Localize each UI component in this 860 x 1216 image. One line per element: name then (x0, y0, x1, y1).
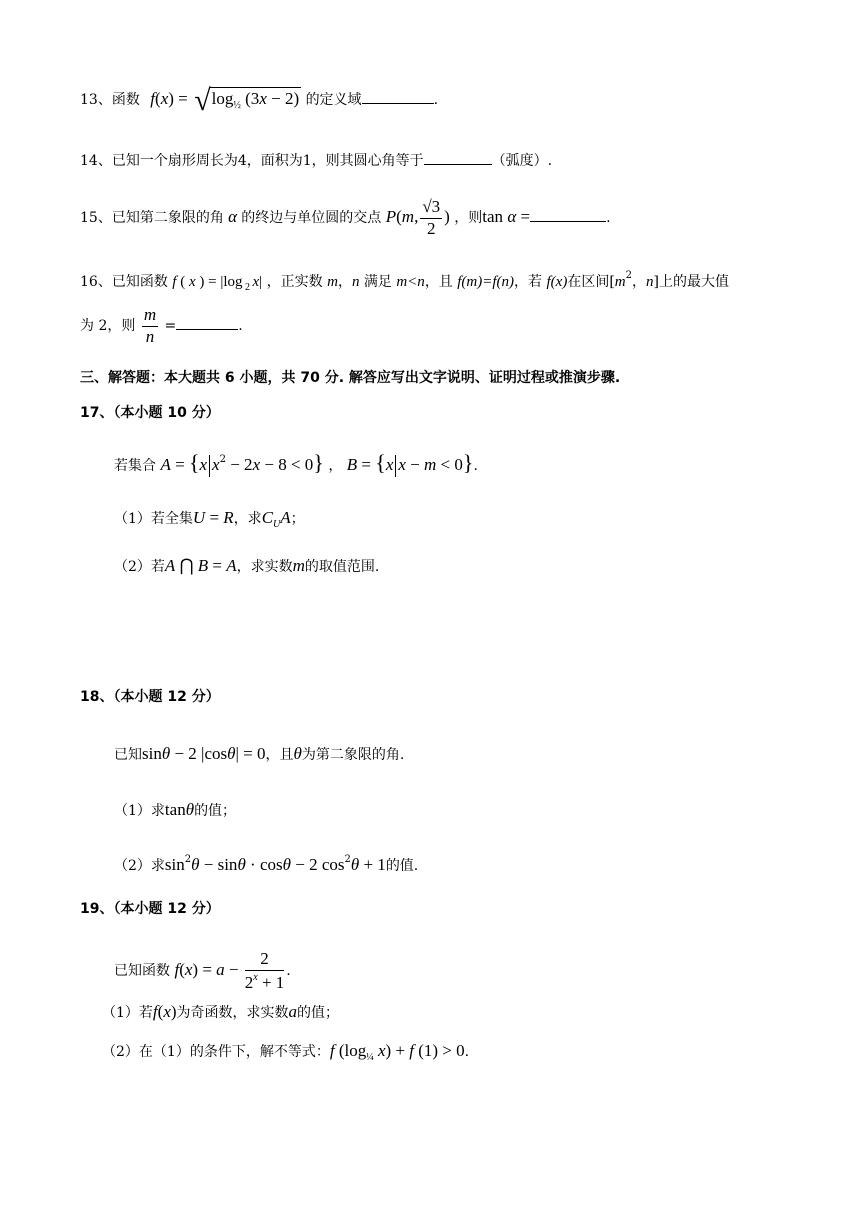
formula: U (273, 519, 281, 530)
formula: n (646, 274, 654, 290)
formula: f (150, 89, 156, 108)
question-17-heading: 17、（本小题 10 分） (80, 405, 220, 421)
formula: } (462, 450, 474, 475)
formula: m (401, 207, 415, 227)
formula: P (385, 207, 397, 227)
punctuation: ； (290, 511, 305, 527)
formula: m (424, 455, 437, 474)
fraction: $\frac{√3}{2}$ (422, 197, 441, 238)
question-text: ，正实数 (266, 274, 323, 290)
question-17-part-1 (114, 509, 305, 530)
question-16-line-2 (80, 306, 243, 346)
formula: θ (161, 744, 171, 763)
formula: B (346, 455, 358, 474)
punctuation: ， (337, 274, 352, 290)
question-13 (80, 86, 438, 116)
question-19-part-1 (102, 1003, 339, 1020)
formula: sin (142, 744, 162, 763)
question-number: 15、 (80, 210, 112, 227)
formula: , (414, 207, 419, 227)
formula: { (375, 450, 386, 475)
question-text: 已知 (114, 747, 142, 763)
formula: f (409, 1041, 414, 1060)
formula: f (329, 1041, 335, 1060)
formula: θ (227, 744, 236, 763)
fraction: $\frac{2}{2^x + 1}$ (244, 949, 285, 992)
formula: (log (334, 1041, 367, 1060)
formula: A (160, 455, 171, 474)
formula: − 8 < 0 (260, 455, 314, 474)
question-text: 为 2，则 (80, 318, 136, 335)
formula: A (164, 556, 176, 575)
set-bar (395, 455, 396, 477)
formula: x (212, 455, 220, 474)
question-text: 为奇函数，求实数 (176, 1005, 289, 1021)
sqrt-radicand: $\log_{\frac{1}{2}} (3x - 2)$ (211, 89, 300, 111)
question-text: ，求 (233, 511, 262, 527)
formula: x (160, 89, 169, 108)
answer-blank (424, 163, 492, 165)
question-19-part-2 (102, 1042, 469, 1063)
formula: { (188, 450, 200, 475)
formula: x (385, 455, 394, 474)
question-text: 的定义域 (305, 92, 362, 108)
formula: − (224, 960, 243, 980)
formula: m (327, 274, 338, 290)
punctuation: . (473, 458, 478, 474)
question-17-intro (114, 452, 478, 477)
formula: U (192, 508, 206, 527)
question-text: 的值； (194, 803, 237, 819)
formula: A (280, 508, 291, 527)
formula: C (261, 508, 274, 527)
formula: = (208, 556, 227, 575)
formula: θ (191, 855, 200, 874)
formula: = (170, 455, 189, 474)
question-text: 为第二象限的角. (301, 747, 405, 763)
question-14 (80, 154, 552, 168)
formula: ) = |log (199, 274, 243, 290)
question-18-heading: 18、（本小题 12 分） (80, 689, 220, 705)
question-number: 13、 (80, 92, 112, 108)
formula: m<n (396, 274, 425, 290)
formula: n (351, 274, 360, 290)
formula: ) (170, 1002, 177, 1021)
question-text: （2）若 (114, 559, 165, 575)
punctuation: . (238, 318, 243, 335)
formula: A (226, 556, 237, 575)
formula: B (197, 556, 209, 575)
formula: = (357, 455, 376, 474)
formula: ¼ (366, 1052, 374, 1063)
question-18-part-2 (114, 855, 418, 873)
formula: θ (293, 744, 302, 763)
formula: − sin (199, 855, 238, 874)
question-19-heading: 19、（本小题 12 分） (80, 901, 220, 917)
question-text: 已知一个扇形周长为4，面积为1，则其圆心角等于 (111, 153, 424, 169)
formula: ( (157, 1002, 164, 1021)
question-text: 已知第二象限的角 (111, 210, 224, 227)
question-text: 的值. (385, 858, 419, 874)
punctuation: . (606, 210, 611, 227)
formula: x (373, 1041, 386, 1060)
question-text: ，则 (454, 210, 483, 227)
formula: sin (164, 855, 185, 874)
punctuation: . (464, 1044, 470, 1060)
question-text: ，且 (424, 274, 453, 290)
punctuation: ， (328, 458, 343, 474)
sqrt-formula: √ (194, 84, 211, 117)
formula: | = 0 (235, 744, 266, 763)
formula: m (614, 274, 626, 290)
question-18-part-1 (114, 801, 236, 818)
formula: f (172, 274, 177, 290)
formula: 2 (219, 454, 226, 465)
formula: − 2 (225, 455, 253, 474)
question-text: ，求实数 (236, 559, 293, 575)
question-17-part-2 (114, 557, 379, 574)
question-text: ，若 (514, 274, 543, 290)
formula: θ (185, 800, 195, 819)
question-text: ]上的最大值 (653, 274, 729, 290)
formula: ) + (385, 1041, 410, 1060)
question-16 (80, 271, 729, 293)
formula: ) = (168, 89, 188, 108)
formula: (1) > 0 (413, 1041, 465, 1060)
formula: 2 (625, 270, 633, 281)
question-text: （2）求 (114, 858, 165, 874)
formula: − 2 cos (290, 855, 345, 874)
formula: θ (237, 855, 246, 874)
question-18-intro (114, 745, 404, 762)
question-text: 函数 (111, 92, 140, 108)
question-text: （1）求 (114, 803, 165, 819)
formula: ) (444, 207, 450, 227)
question-15 (80, 198, 611, 238)
formula: = (205, 508, 224, 527)
formula: x (185, 274, 200, 290)
formula: tan (482, 207, 504, 227)
formula: f(x) (546, 274, 568, 290)
formula: = (520, 207, 531, 227)
question-text: 在区间[ (567, 274, 615, 290)
formula: ) = (192, 960, 217, 980)
formula: x (199, 455, 208, 474)
answer-blank (362, 102, 434, 104)
set-bar (209, 455, 210, 477)
formula: x (184, 960, 193, 980)
formula: θ (350, 855, 360, 874)
formula: 2 (242, 282, 253, 293)
formula: x (252, 455, 261, 474)
section-heading: 三、解答题：本大题共 6 小题，共 70 分. 解答应写出文字说明、证明过程或推演步骤. (80, 370, 621, 386)
question-text: ，且 (265, 747, 294, 763)
question-number: 14、 (80, 153, 112, 169)
formula: f (174, 960, 180, 980)
formula: · cos (245, 855, 283, 874)
formula: − (405, 455, 424, 474)
punctuation: ， (632, 274, 647, 290)
question-text: （弧度）. (491, 153, 553, 169)
formula: ( (155, 89, 161, 108)
formula: x (398, 455, 406, 474)
formula: x (252, 274, 260, 290)
formula: tan (164, 800, 186, 819)
question-text: 的取值范围. (304, 559, 380, 575)
formula: f (152, 1002, 158, 1021)
question-text: 若集合 (114, 458, 156, 474)
question-text: （1）若 (102, 1005, 153, 1021)
question-text: 已知函数 (111, 274, 168, 290)
question-text: （2）在（1）的条件下，解不等式： (102, 1044, 330, 1060)
formula: ( (396, 207, 402, 227)
formula: 2 (184, 854, 192, 865)
formula: f(m)=f(n) (457, 274, 515, 290)
answer-blank (176, 328, 238, 330)
formula: ( (179, 960, 185, 980)
formula: α (223, 207, 242, 227)
formula: m (292, 556, 305, 575)
punctuation: . (433, 92, 439, 108)
formula: 2 (344, 854, 351, 865)
formula: a (216, 960, 225, 980)
question-number: 16、 (80, 274, 112, 290)
formula: − 2 |cos (170, 744, 228, 763)
formula: R (223, 508, 234, 527)
formula: x (163, 1002, 171, 1021)
fraction: $\frac{m}{n}$ (143, 305, 157, 346)
question-text: 的值； (297, 1005, 340, 1021)
formula: = (164, 318, 177, 335)
formula: ( (176, 274, 186, 290)
formula: θ (282, 855, 291, 874)
formula: α (503, 207, 521, 227)
question-text: 满足 (363, 274, 392, 290)
formula: ⋂ (175, 556, 198, 575)
answer-blank (530, 220, 606, 222)
question-text: （1）若全集 (114, 511, 193, 527)
question-text: 的终边与单位圆的交点 (241, 210, 382, 227)
formula: } (313, 450, 324, 475)
formula: < 0 (436, 455, 463, 474)
question-19-intro (114, 950, 291, 992)
formula: | (259, 274, 263, 290)
formula: a (288, 1002, 298, 1021)
formula: + 1 (359, 855, 386, 874)
punctuation: . (286, 963, 291, 980)
question-text: 已知函数 (114, 963, 170, 980)
